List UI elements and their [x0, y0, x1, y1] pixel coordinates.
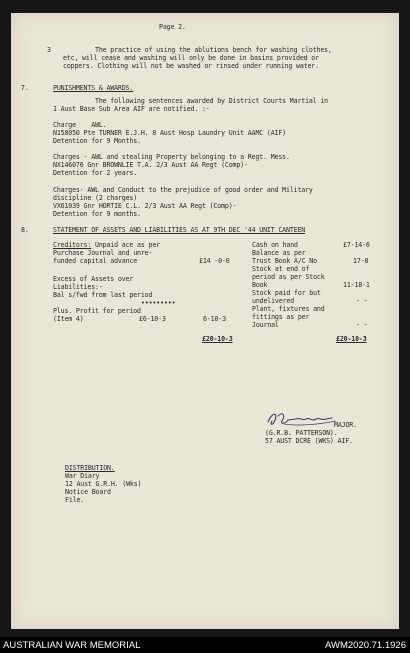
- distribution-heading: DISTRIBUTION.: [65, 464, 115, 472]
- creditors-line-3: funded capital advance: [53, 257, 138, 265]
- dots-leader: •••••••••: [141, 299, 176, 307]
- para3-line-3: coppers. Clothing will not be washed or rinsed under running water.: [63, 62, 319, 70]
- excess-line-1: Excess of Assets over: [53, 275, 134, 283]
- distribution-item-2: 12 Aust G.R.H. (Wks): [65, 480, 142, 488]
- right-grand-total: £20-10-3: [336, 335, 367, 343]
- right-item-3-desc-1: Stock at end of: [252, 265, 310, 273]
- para7-intro-1: The following sentences awarded by District Courts Martial in: [95, 97, 329, 105]
- right-item-3-amount: 11-18-1: [343, 281, 370, 289]
- right-item-4-desc-2: undelivered: [252, 297, 295, 305]
- left-grand-total: £20-10-3: [202, 335, 233, 343]
- case3-charge: Charges- AWL and Conduct to the prejudice of good order and Military: [53, 186, 313, 194]
- excess-line-2: Liabilities:-: [53, 283, 103, 291]
- para3-line-1: The practice of using the ablutions bench for washing clothes,: [95, 46, 332, 54]
- creditors-line-2: Purchase Journal and unre-: [53, 249, 153, 257]
- para7-heading: PUNISHMENTS & AWARDS.: [53, 84, 134, 92]
- right-item-3-desc-3: Book: [252, 281, 268, 289]
- distribution-item-1: War Diary: [65, 472, 100, 480]
- para8-heading: STATEMENT OF ASSETS AND LIABILITIES AS AT 9TH DEC '44 UNIT CANTEEN: [53, 226, 306, 234]
- right-item-5-amount: - -: [356, 321, 368, 329]
- right-item-5-desc-2: fittings as per: [252, 313, 310, 321]
- para3-number: 3: [47, 46, 51, 54]
- distribution-item-3: Notice Board: [65, 488, 111, 496]
- case1-sentence: Detention for 9 Months.: [53, 137, 141, 145]
- right-item-2-desc-2: Trust Book A/C No: [252, 257, 317, 265]
- case2-soldier: NX146076 Gnr BROWNLIE T.A. 2/3 Aust AA Regt (Comp)-: [53, 161, 248, 169]
- plus-amount: £6-10-3: [139, 315, 166, 323]
- plus-line-1: Plus. Profit for period: [53, 307, 141, 315]
- case3-sentence: Detention for 9 months.: [53, 210, 141, 218]
- case2-charge: Charges - AWL and stealing Property belonging to a Regt. Mess.: [53, 153, 290, 161]
- case3-soldier: VX61039 Gnr HORTIE C.L. 2/3 Aust AA Regt (Comp)-: [53, 202, 237, 210]
- right-item-4-desc-1: Stock paid for but: [252, 289, 321, 297]
- page-number: Page 2.: [159, 23, 186, 31]
- archive-reference: AWM2020.71.1926: [325, 640, 406, 651]
- signatory-rank: MAJOR.: [334, 421, 357, 429]
- right-item-4-amount: - -: [356, 297, 368, 305]
- case1-soldier: N158050 Pte TURNER E.J.H. 8 Aust Hosp Laundry Unit AAMC (AIF): [53, 129, 287, 137]
- excess-line-3: Bal s/fwd from last period: [53, 291, 153, 299]
- para8-number: 8.: [21, 226, 29, 234]
- archive-name: AUSTRALIAN WAR MEMORIAL: [3, 640, 141, 651]
- plus-line-2: (Item 4): [53, 315, 84, 323]
- case1-charge: Charge AWL.: [53, 121, 107, 129]
- right-item-2-amount: 17-8: [353, 257, 369, 265]
- right-item-3-desc-2: period as per Stock: [252, 273, 325, 281]
- right-item-1-desc: Cash on hand: [252, 241, 298, 249]
- right-item-5-desc-3: Journal: [252, 321, 279, 329]
- signatory-unit: 57 AUST DCRE (WKS) AIF.: [265, 437, 353, 445]
- para7-intro-2: 1 Aust Base Sub Area AIF are notified. :-: [53, 105, 210, 113]
- para3-line-2: etc, will cease and washing will only be done in basins provided or: [63, 54, 319, 62]
- right-item-5-desc-1: Plant, fixtures and: [252, 305, 325, 313]
- case3-charge-cont: discipline (2 charges): [53, 194, 138, 202]
- right-item-1-amount: £7-14-6: [343, 241, 370, 249]
- distribution-item-4: File.: [65, 496, 85, 504]
- right-item-2-desc-1: Balance as per: [252, 249, 306, 257]
- signatory-name: (G.R.B. PATTERSON).: [265, 429, 338, 437]
- excess-total-amount: 6-10-3: [203, 315, 226, 323]
- document-page: [11, 13, 399, 629]
- case2-sentence: Detention for 2 years.: [53, 169, 138, 177]
- creditors-amount: £14 -0-0: [199, 257, 230, 265]
- archive-footer: [0, 637, 410, 653]
- creditors-label: Creditors: Unpaid ace as per: [53, 241, 160, 249]
- para7-number: 7.: [21, 84, 29, 92]
